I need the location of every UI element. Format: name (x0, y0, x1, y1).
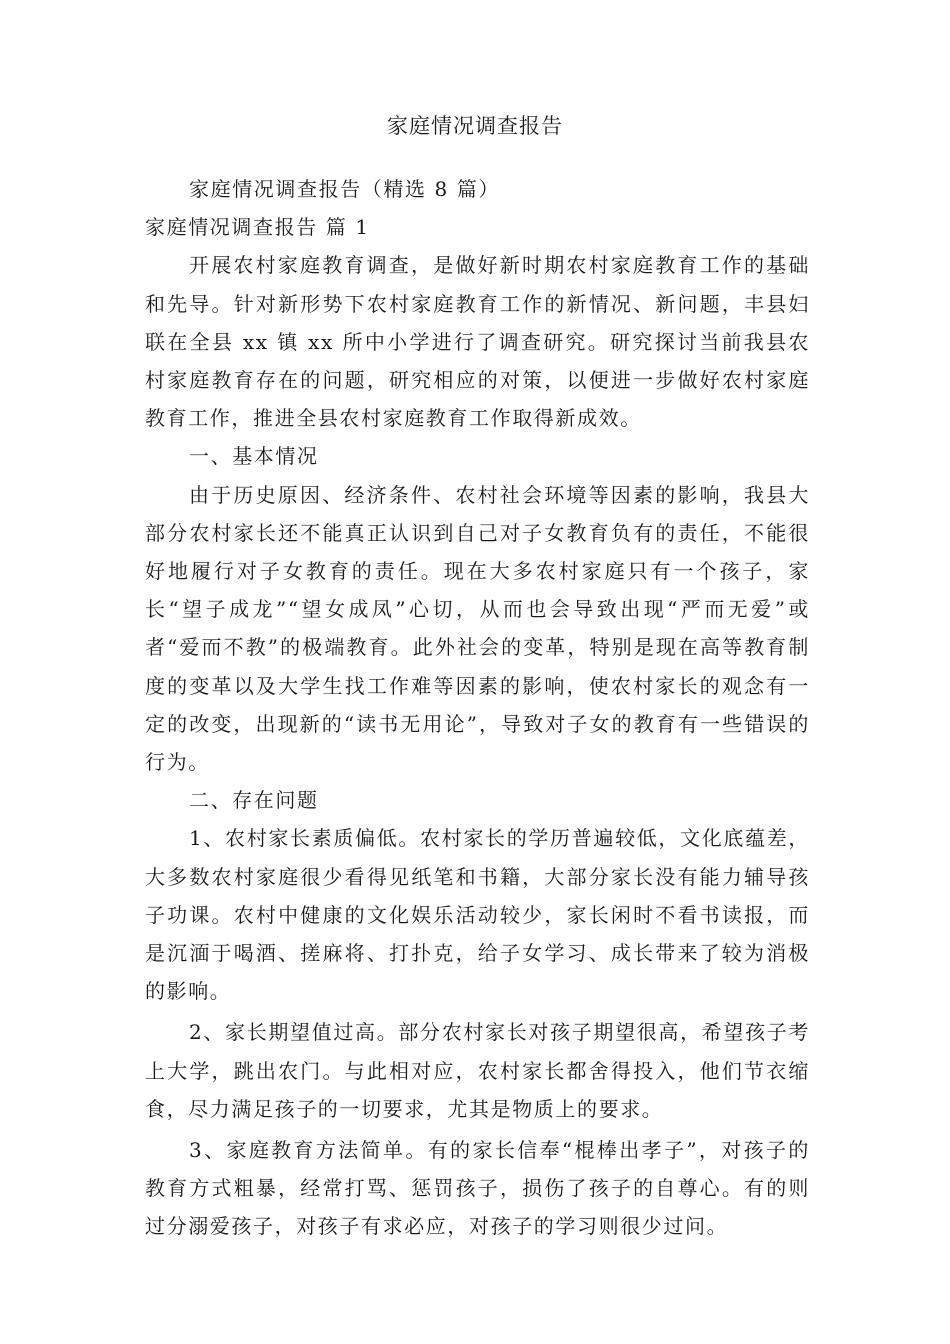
paragraph-basic-situation: 由于历史原因、经济条件、农村社会环境等因素的影响，我县大部分农村家长还不能真正认识到自己对子女教育负有的责任，不能很好地履行对子女教育的责任。现在大多农村家庭只有一个孩子，家长“望子成龙”“望女成凤”心切，从而也会导致出现“严而无爱”或者“爱而不教”的极端教育。此外社会的变革，特别是现在高等教育制度的变革以及大学生找工作难等因素的影响，使农村家长的观念有一定的改变，出现新的“读书无用论”，导致对子女的教育有一些错误的行为。 (145, 482, 810, 775)
heading-basic-situation: 一、基本情况 (189, 444, 319, 469)
paragraph-problem-3: 3、家庭教育方法简单。有的家长信奉“棍棒出孝子”，对孩子的教育方式粗暴，经常打骂、惩罚孩子，损伤了孩子的自尊心。有的则过分溺爱孩子，对孩子有求必应，对孩子的学习则很少过问。 (145, 1138, 810, 1239)
document-title: 家庭情况调查报告 (387, 114, 563, 138)
document-body (145, 170, 810, 1246)
heading-problems: 二、存在问题 (189, 788, 319, 813)
document-subtitle: 家庭情况调查报告（精选 8 篇） (189, 177, 501, 201)
paragraph-problem-1: 1、农村家长素质偏低。农村家长的学历普遍较低，文化底蕴差，大多数农村家庭很少看得见纸笔和书籍，大部分家长没有能力辅导孩子功课。农村中健康的文化娱乐活动较少，家长闲时不看书读报，而是沉湎于喝酒、搓麻将、打扑克，给子女学习、成长带来了较为消极的影响。 (145, 826, 810, 1004)
section-heading: 家庭情况调查报告 篇 1 (145, 215, 370, 240)
paragraph-intro: 开展农村家庭教育调查，是做好新时期农村家庭教育工作的基础和先导。针对新形势下农村家庭教育工作的新情况、新问题，丰县妇联在全县 xx 镇 xx 所中小学进行了调查研究。研究探讨当前我县农村家庭教育存在的问题，研究相应的对策，以便进一步做好农村家庭教育工作，推进全县农村家庭教育工作取得新成效。 (145, 253, 810, 431)
paragraph-problem-2: 2、家长期望值过高。部分农村家长对孩子期望很高，希望孩子考上大学，跳出农门。与此相对应，农村家长都舍得投入，他们节衣缩食，尽力满足孩子的一切要求，尤其是物质上的要求。 (145, 1020, 810, 1121)
